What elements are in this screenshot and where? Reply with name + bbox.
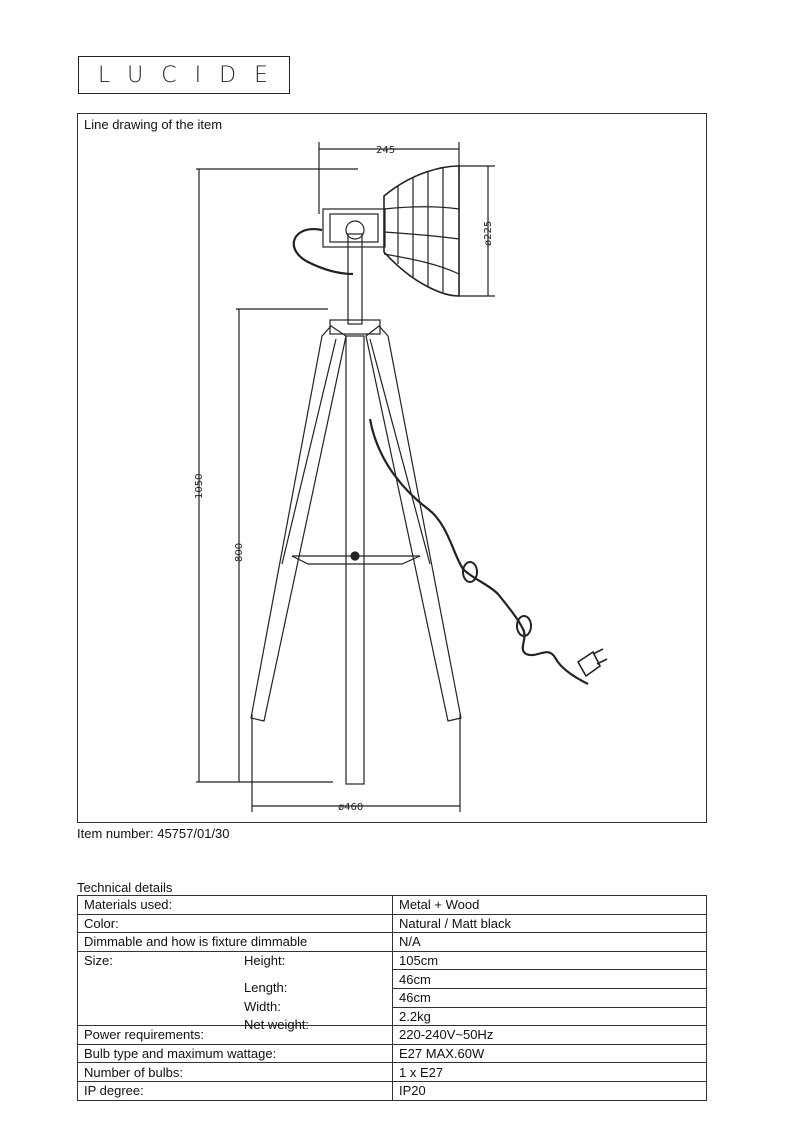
spec-sublabel: Length: (244, 980, 288, 996)
spec-row (78, 1063, 707, 1082)
spec-label-cell (78, 896, 393, 915)
spec-value: 220-240V~50Hz (393, 1026, 707, 1045)
spec-label: Color: (84, 915, 119, 931)
technical-details-title: Technical details (77, 880, 173, 895)
tripod-head (330, 320, 380, 334)
spec-label: Materials used: (84, 897, 173, 913)
tripod-lamp-drawing (78, 114, 708, 824)
spec-value: N/A (393, 933, 707, 952)
spec-label: Power requirements: (84, 1027, 204, 1043)
spec-label-cell (78, 951, 393, 970)
spec-row (78, 896, 707, 915)
spec-label: Dimmable and how is fixture dimmable (84, 934, 308, 950)
spec-row (78, 1081, 707, 1100)
spec-label: Size: (84, 953, 113, 969)
spec-row (78, 1007, 707, 1026)
spec-sublabel: Width: (244, 998, 281, 1014)
item-number (77, 826, 230, 841)
spec-value: 46cm (393, 988, 707, 1007)
spec-value: Metal + Wood (393, 896, 707, 915)
spec-value: 1 x E27 (393, 1063, 707, 1082)
tripod-leg-right (366, 326, 461, 721)
dim-total-height: 1050 (194, 473, 205, 499)
spec-row (78, 970, 707, 989)
spec-row (78, 1044, 707, 1063)
spec-value: Natural / Matt black (393, 914, 707, 933)
spec-label: Number of bulbs: (84, 1064, 183, 1080)
item-number-label: Item number: (77, 826, 154, 841)
spec-sublabel: Net weight: (244, 1017, 310, 1033)
power-cable (370, 419, 588, 684)
spec-label-cell (78, 1081, 393, 1100)
spec-label: Bulb type and maximum wattage: (84, 1046, 277, 1062)
spec-label-cell (78, 914, 393, 933)
spec-label-cell (78, 1026, 393, 1045)
spec-label-cell (78, 1063, 393, 1082)
spec-value: E27 MAX.60W (393, 1044, 707, 1063)
brand-logo (78, 56, 290, 94)
brand-logo-text: LUCIDE (98, 62, 286, 88)
spec-value: 46cm (393, 970, 707, 989)
spec-value: 2.2kg (393, 1007, 707, 1026)
spec-label-cell (78, 970, 393, 996)
dim-shade-width: 245 (376, 145, 396, 156)
spec-label-cell (78, 1007, 393, 1033)
spec-row (78, 933, 707, 952)
spec-sublabel: Height: (244, 953, 286, 969)
spec-row (78, 988, 707, 1007)
lamp-shade (384, 166, 459, 296)
spec-label: IP degree: (84, 1083, 144, 1099)
drawing-label: Line drawing of the item (84, 117, 223, 132)
tripod-leg-left (251, 326, 346, 721)
spec-label-cell (78, 1044, 393, 1063)
spec-value: 105cm (393, 951, 707, 970)
spec-label-cell (78, 988, 393, 1014)
item-number-value: 45757/01/30 (157, 826, 230, 841)
spec-row (78, 1026, 707, 1045)
dim-tripod-height: 800 (234, 542, 245, 562)
dim-shade-diameter: ø225 (483, 220, 494, 246)
dim-base-diameter: ø460 (338, 802, 364, 813)
spec-row (78, 951, 707, 970)
spec-value: IP20 (393, 1081, 707, 1100)
technical-details-table (77, 895, 707, 1101)
power-plug (578, 649, 607, 676)
spec-row (78, 914, 707, 933)
spec-label-cell (78, 933, 393, 952)
line-drawing-panel (77, 113, 707, 823)
